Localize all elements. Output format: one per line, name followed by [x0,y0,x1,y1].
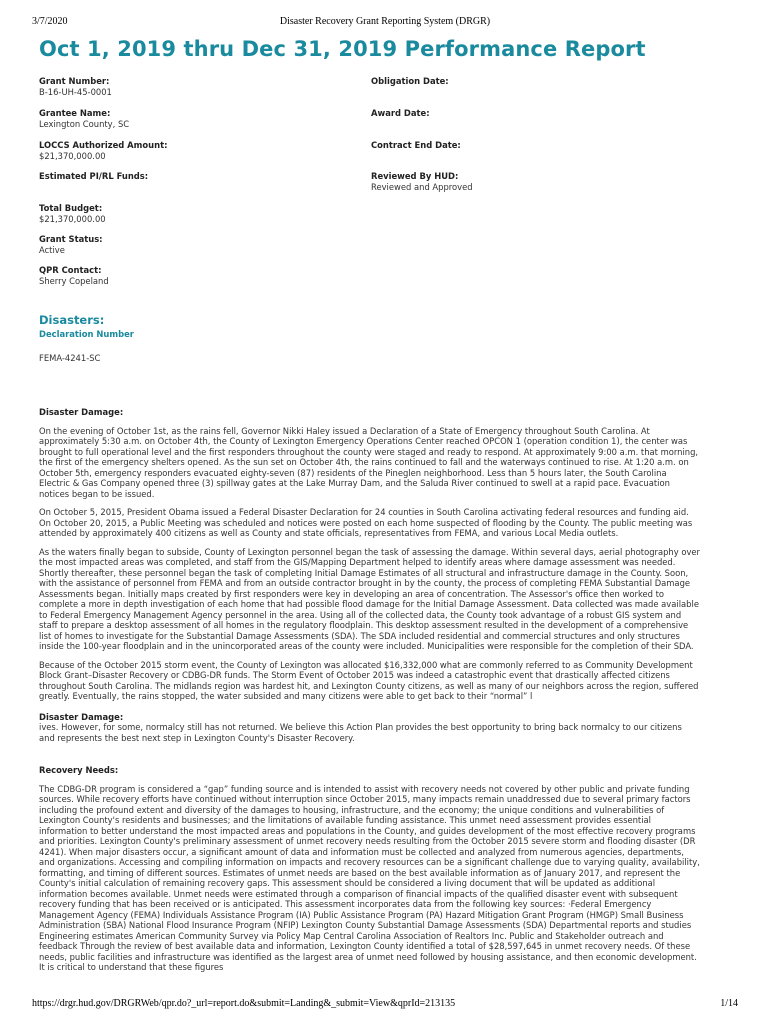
field-value: $21,370,000.00 [39,150,106,161]
field-label: Estimated PI/RL Funds: [39,171,149,181]
disasters-heading: Disasters: [39,313,105,327]
field-label: Award Date: [371,108,430,118]
field-label: Obligation Date: [371,76,449,86]
field-reviewed-by-hud [371,171,473,192]
field-obligation-date [371,76,449,87]
field-value: Reviewed and Approved [371,181,473,192]
recovery-needs-paragraph: The CDBG-DR program is considered a “gap” funding source and is intended to assist with recovery needs not covered by other public and private funding sources. While recovery efforts have continued without interruption since October 2015, many impacts remain unaddressed due to several primary factors including the profound extent and diversity of the damages to housing, infrastructure, and the economy; the unique conditions and vulnerabilities of Lexington County's residents and businesses; and the limitations of available funding assistance. This unmet need assessment provides essential information to better understand the most impacted areas and populations in the County, and guides development of the most effective recovery programs and priorities. Lexington County's preliminary assessment of unmet recovery needs resulting from the October 2015 severe storm and flooding disaster (DR 4241). When major disasters occur, a significant amount of data and information must be collected and analyzed from numerous agencies, departments, and organizations. Accessing and compiling information on impacts and recovery resources can be a significant challenge due to varying quality, availability, formatting, and timing of different sources. Estimates of unmet needs are based on the best available information as of January 2017, and represent the County's initial calculation of remaining recovery gaps. This assessment should be considered a living document that will be updated as additional information becomes available. Unmet needs were estimated through a comparison of financial impacts of the qualified disaster event with subsequent recovery funding that has been received or is anticipated. This assessment incorporates data from the following key sources: ·Federal Emergency Management Agency (FEMA) Individuals Assistance Program (IA) Public Assistance Program (PA) Hazard Mitigation Grant Program (HMGP) Small Business Administration (SBA) National Flood Insurance Program (NFIP) Lexington County Substantial Damage Assessments (SDA) Departmental reports and studies Engineering estimates American Community Survey via Policy Map Central Carolina Association of Realtors Inc. Public and Stakeholder outreach and feedback Through the review of best available data and information, Lexington County identified a total of $28,597,645 in unmet recovery needs. Of these needs, public facilities and infrastructure was identified as the largest area of unmet need followed by housing assistance, and then economic development. It is critical to understand that these figures [39,783,700,972]
field-qpr-contact [39,265,109,286]
field-value: $21,370,000.00 [39,213,106,224]
disaster-damage-paragraph: As the waters finally began to subside, County of Lexington personnel began the task of assessing the damage. Within several days, aerial photography over the most impacted areas was completed, and staff from the GIS/Mapping Department helped to identify areas where damage assessment was needed. Shortly thereafter, these personnel began the task of completing Initial Damage Estimates of all structural and infrastructure damage in the County. Soon, with the assistance of personnel from FEMA and from an outside contractor brought in by the county, the process of completing FEMA Substantial Damage Assessments began. Initially maps created by first responders were key in developing an area of concentration. The Assessor's office then worked to complete a more in depth investigation of each home that had possible flood damage for the Initial Damage Assessment. Data collected was made available to Federal Emergency Management Agency personnel in the area. Using all of the collected data, the County took advantage of a robust GIS system and staff to prepare a desktop assessment of all homes in the regulatory floodplain. This desktop assessment resulted in the development of a comprehensive list of homes to investigate for the Substantial Damage Assessments (SDA). The SDA included residential and commercial structures and only structures inside the 100-year floodplain and in the unincorporated areas of the county were included. Municipalities were responsible for the completion of their SDA. [39,546,700,651]
field-label: Grant Number: [39,76,110,86]
field-contract-end-date [371,140,461,151]
field-total-budget [39,203,106,224]
disaster-damage-paragraph: Because of the October 2015 storm event, the County of Lexington was allocated $16,332,000 what are commonly referred to as Community Development Block Grant–Disaster Recovery or CDBG-DR funds. The Storm Event of October 2015 was indeed a catastrophic event that drastically affected citizens throughout South Carolina. The midlands region was hardest hit, and Lexington County citizens, as well as many of our neighbors across the region, suffered greatly. Eventually, the rains stopped, the water subsided and many citizens were able to get back to their “normal” l [39,659,699,701]
field-value: Sherry Copeland [39,275,109,286]
report-content [39,37,734,972]
field-label: Total Budget: [39,203,103,213]
disaster-damage-paragraph: On October 5, 2015, President Obama issued a Federal Disaster Declaration for 24 counties in South Carolina activating federal resources and funding aid. On October 20, 2015, a Public Meeting was scheduled and notices were posted on each home suspected of flooding by the County. The public meeting was attended by approximately 400 citizens as well as County and state officials, representatives from FEMA, and various Local Media outlets. [39,507,693,538]
field-label: Contract End Date: [371,140,461,150]
field-loccs-amount [39,140,167,161]
recovery-needs-heading: Recovery Needs: [39,765,119,775]
disaster-damage-paragraph: On the evening of October 1st, as the rains fell, Governor Nikki Haley issued a Declaration of a State of Emergency throughout South Carolina. At approximately 5:30 a.m. on October 4th, the County of Lexington Emergency Operations Center reached OPCON 1 (operation condition 1), the center was brought to full operational level and the first responders throughout the county were staged and ready to respond. At approximately 9:00 a.m. that morning, the first of the emergency shelters opened. As the sun set on October 4th, the rains continued to fall and the waterways continued to rise. At 1:20 a.m. on October 5th, emergency responders evacuated eighty-seven (87) residents of the Pineglen neighborhood. Less than 5 hours later, the South Carolina Electric & Gas Company opened three (3) spillway gates at the Lake Murray Dam, and the Saluda River continued to swell at a rapid pace. Evacuation notices began to be issued. [39,425,699,499]
page-number: 1/14 [720,998,738,1009]
field-award-date [371,108,430,119]
field-label: LOCCS Authorized Amount: [39,140,168,150]
narrative-sections [39,407,700,981]
field-value: Active [39,244,65,255]
disaster-damage-cont-paragraph: ives. However, for some, normalcy still has not returned. We believe this Action Plan provides the best opportunity to bring back normalcy to our citizens and represents the best next step in Lexington County's Disaster Recovery. [39,722,682,743]
field-value: Lexington County, SC [39,118,130,129]
print-header [32,16,738,30]
print-url[interactable]: https://drgr.hud.gov/DRGRWeb/qpr.do?_url=report.do&submit=Landing&_submit=View&qprId=213135 [32,998,456,1009]
field-grant-status [39,234,103,255]
print-site-title: Disaster Recovery Grant Reporting System (DRGR) [279,16,491,27]
declaration-number-value: FEMA-4241-SC [39,353,101,363]
print-date: 3/7/2020 [32,16,68,27]
disaster-damage-heading: Disaster Damage: [39,407,124,417]
field-label: Grant Status: [39,234,103,244]
disasters-section [39,313,134,363]
field-estimated-pi-rl [39,171,148,182]
field-grant-number [39,76,112,97]
field-label: Grantee Name: [39,108,111,118]
field-label: Reviewed By HUD: [371,171,459,181]
field-value: B-16-UH-45-0001 [39,86,112,97]
declaration-number-header: Declaration Number [39,329,134,339]
page-title: Oct 1, 2019 thru Dec 31, 2019 Performance Report [39,37,646,61]
field-grantee-name [39,108,129,129]
print-footer [32,998,738,1012]
disaster-damage-cont-heading: Disaster Damage: [39,711,124,722]
field-label: QPR Contact: [39,265,102,275]
